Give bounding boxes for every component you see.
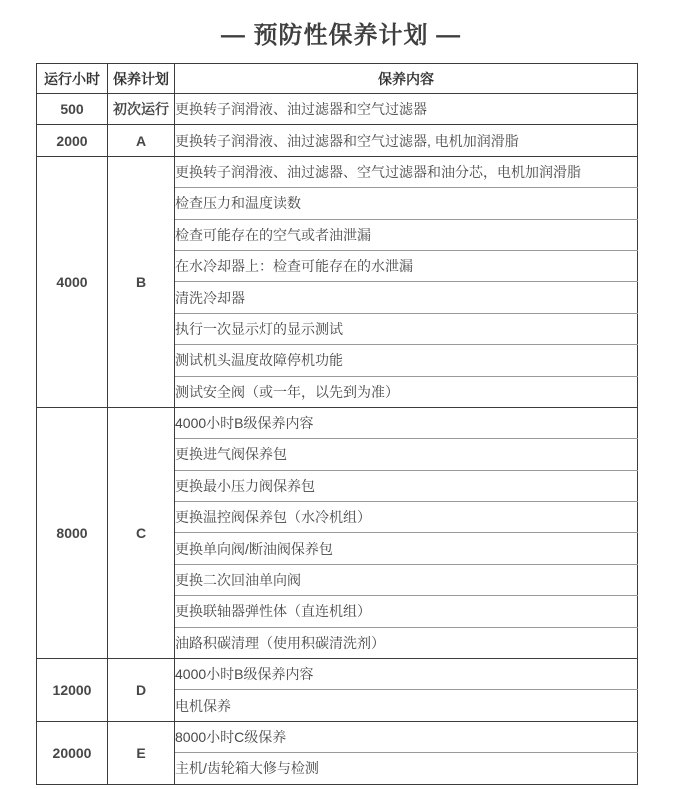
content-cell: 更换转子润滑液、油过滤器和空气过滤器 [175,94,638,125]
table-row [37,407,638,438]
table-row [37,156,638,187]
plan-cell: E [108,721,175,784]
column-header-hours: 运行小时 [37,64,108,94]
content-cell: 检查可能存在的空气或者油泄漏 [175,219,638,250]
table-row [37,659,638,690]
content-cell: 在水冷却器上：检查可能存在的水泄漏 [175,250,638,281]
content-cell: 油路积碳清理（使用积碳清洗剂） [175,627,638,658]
table-row [37,721,638,752]
hours-cell: 12000 [37,659,108,722]
content-cell: 清洗冷却器 [175,282,638,313]
content-cell: 4000小时B级保养内容 [175,659,638,690]
content-cell: 更换二次回油单向阀 [175,564,638,595]
table-row [37,94,638,125]
hours-cell: 2000 [37,125,108,156]
plan-cell: C [108,407,175,658]
content-cell: 更换单向阀/断油阀保养包 [175,533,638,564]
plan-cell: A [108,125,175,156]
hours-cell: 500 [37,94,108,125]
table-header-row [37,64,638,94]
content-cell: 更换进气阀保养包 [175,439,638,470]
table-body [37,94,638,785]
maintenance-table [36,63,638,785]
content-cell: 更换转子润滑液、油过滤器、空气过滤器和油分芯，电机加润滑脂 [175,156,638,187]
content-cell: 更换温控阀保养包（水冷机组） [175,502,638,533]
maintenance-table-container [36,63,637,785]
content-cell: 检查压力和温度读数 [175,188,638,219]
content-cell: 8000小时C级保养 [175,721,638,752]
hours-cell: 4000 [37,156,108,407]
content-cell: 测试安全阀（或一年，以先到为准） [175,376,638,407]
content-cell: 更换转子润滑液、油过滤器和空气过滤器, 电机加润滑脂 [175,125,638,156]
column-header-plan: 保养计划 [108,64,175,94]
content-cell: 测试机头温度故障停机功能 [175,345,638,376]
column-header-content: 保养内容 [175,64,638,94]
content-cell: 4000小时B级保养内容 [175,407,638,438]
plan-cell: B [108,156,175,407]
content-cell: 更换联轴器弹性体（直连机组） [175,596,638,627]
content-cell: 电机保养 [175,690,638,721]
content-cell: 主机/齿轮箱大修与检测 [175,753,638,784]
hours-cell: 8000 [37,407,108,658]
content-cell: 执行一次显示灯的显示测试 [175,313,638,344]
plan-cell: D [108,659,175,722]
hours-cell: 20000 [37,721,108,784]
content-cell: 更换最小压力阀保养包 [175,470,638,501]
page-title: — 预防性保养计划 — [220,22,462,49]
plan-cell: 初次运行 [108,94,175,125]
table-row [37,125,638,156]
